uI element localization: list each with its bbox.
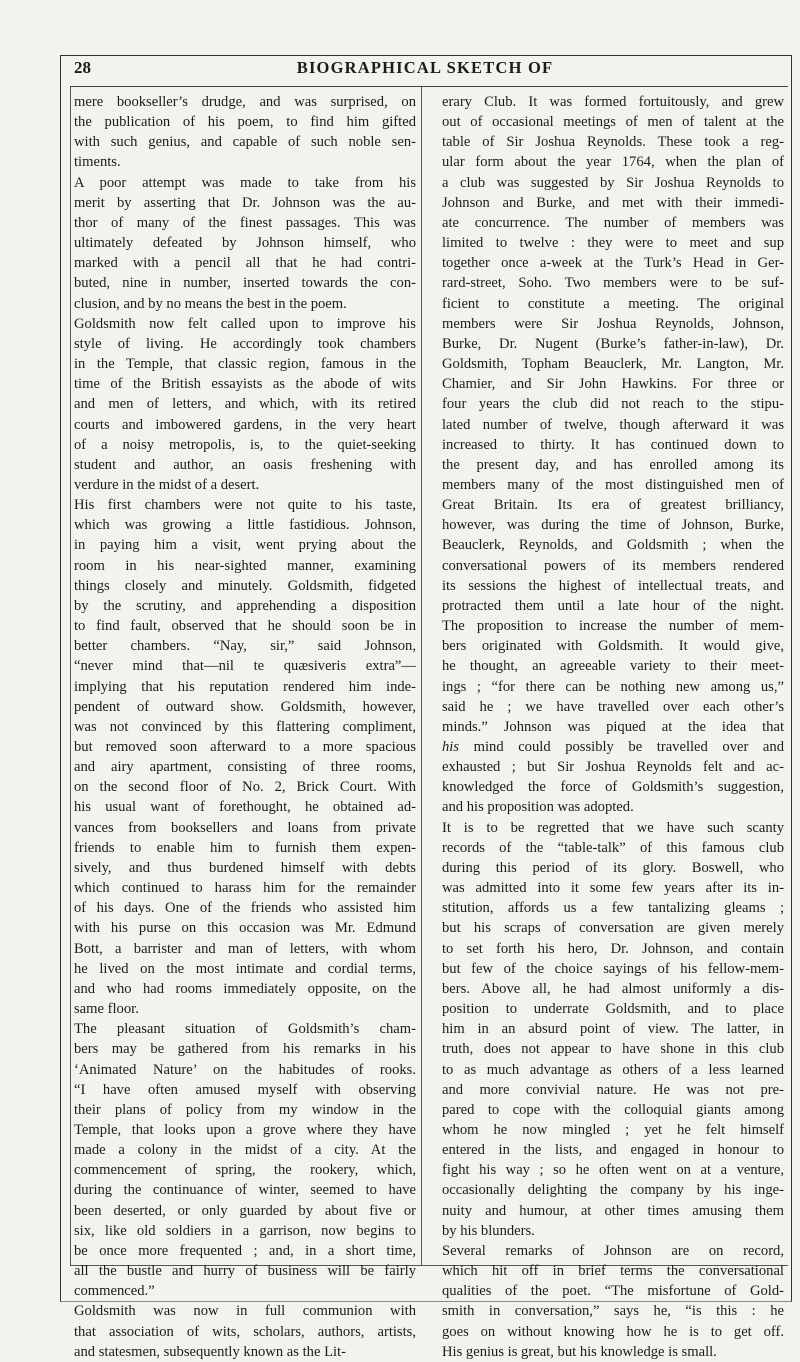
text-line: and statesmen, subsequently known as the Lit-	[74, 1343, 346, 1360]
text-line: lated number of twelve, though afterward it was	[442, 416, 784, 433]
text-line: It is to be regretted that we have such scanty	[442, 819, 784, 836]
text-line: him in an absurd point of view. The latter, in	[442, 1021, 784, 1038]
paragraph	[74, 495, 416, 1019]
text-line: goes on without knowing how he is to get off.	[442, 1323, 784, 1340]
text-line: stitution, affords us a few tantalizing gleams ;	[442, 900, 784, 917]
text-line: A poor attempt was made to take from his	[74, 174, 416, 191]
text-line: position to underrate Goldsmith, and to place	[442, 1001, 784, 1018]
text-line: buted, nine in number, inserted towards the con-	[74, 275, 416, 292]
text-line: conversational powers of its members rendered	[442, 557, 784, 574]
text-line: room in his near-sighted manner, examining	[74, 557, 416, 574]
text-line: was admitted into it some few years after its in-	[442, 880, 784, 897]
text-line: Goldsmith was now in full communion with	[74, 1303, 416, 1320]
page-number: 28	[74, 58, 91, 77]
text-line: time of the British essayists as the abode of wits	[74, 376, 416, 393]
text-line: all the bustle and hurry of business will be fairly	[74, 1263, 416, 1280]
text-line: to find fault, observed that he should soon be in	[74, 618, 416, 635]
text-line: be once more frequented ; and, in a short time,	[74, 1242, 416, 1259]
paragraph	[74, 92, 416, 173]
text-line: vances from booksellers and loans from private	[74, 819, 416, 836]
text-line: to set forth his hero, Dr. Johnson, and contain	[442, 940, 784, 957]
page-header	[60, 58, 790, 88]
text-line: with his purse on this occasion was Mr. Edmund	[74, 920, 416, 937]
text-line: courts and imbowered gardens, in the very heart	[74, 416, 416, 433]
text-line: pendent of outward show. Goldsmith, however,	[74, 698, 416, 715]
text-line: commencement of spring, the rookery, which,	[74, 1162, 416, 1179]
paragraph	[74, 173, 416, 314]
text-line: rard-street, Soho. Two members were to be suf-	[442, 275, 784, 292]
text-line: however, was during the time of Johnson, Burke,	[442, 517, 784, 534]
text-line: The proposition to increase the number of mem-	[442, 618, 784, 635]
text-line: members many of the most distinguished men of	[442, 476, 784, 493]
text-line: members were Sir Joshua Reynolds, Johnson,	[442, 315, 784, 332]
text-line: “never mind that—nil te quæsiveris extra”—	[74, 658, 416, 675]
text-line: His genius is great, but his knowledge is small.	[442, 1343, 717, 1360]
text-line: thor of many of the finest passages. This was	[74, 214, 416, 231]
text-line: ings ; “for there can be nothing new among us,”	[442, 678, 784, 695]
text-line: ate concurrence. The number of members was	[442, 214, 784, 231]
text-line: a club was suggested by Sir Joshua Reynolds to	[442, 174, 784, 191]
text-line: but removed soon afterward to a more spacious	[74, 739, 416, 755]
text-line: by the scrutiny, and apprehending a disposition	[74, 597, 416, 614]
text-line: verdure in the midst of a desert.	[74, 476, 260, 493]
text-line: and airy apartment, consisting of three rooms,	[74, 759, 416, 776]
text-line: the present day, and has enrolled among its	[442, 456, 784, 473]
left-column	[74, 92, 416, 1362]
paragraph	[442, 818, 784, 1241]
text-line: marked with a pencil all that he had contri-	[74, 255, 416, 272]
text-line: things closely and minutely. Goldsmith, fidgeted	[74, 577, 416, 594]
text-line: Chamier, and Sir John Hawkins. For three or	[442, 376, 784, 393]
text-line: by his blunders.	[442, 1222, 535, 1239]
text-line: ‘Animated Nature’ on the habitudes of rooks.	[74, 1061, 416, 1078]
column-divider	[421, 86, 422, 1266]
text-line: made a colony in the midst of a city. At the	[74, 1142, 416, 1159]
text-line: limited to twelve : they were to meet and sup	[442, 235, 784, 252]
text-line: style of living. He accordingly took chambers	[74, 335, 416, 352]
text-line: six, like old soldiers in a garrison, now begins to	[74, 1222, 416, 1239]
text-line: in paying him a visit, went prying about the	[74, 537, 416, 554]
text-line: knowledged the force of Goldsmith’s suggestion,	[442, 779, 784, 796]
text-line: Several remarks of Johnson are on record,	[442, 1242, 784, 1259]
text-line: protracted them until a late hour of the night.	[442, 597, 784, 614]
text-line: The pleasant situation of Goldsmith’s cham-	[74, 1021, 416, 1038]
text-line: together once a-week at the Turk’s Head in Ger-	[442, 255, 784, 272]
paragraph	[442, 92, 784, 818]
text-line: the publication of his poem, to find him gifted	[74, 114, 416, 131]
text-line: said he ; we have travelled over each other’s	[442, 698, 784, 715]
text-line: Burke, Dr. Nugent (Burke’s father-in-law), Dr.	[442, 335, 784, 352]
text-line: of a noisy metropolis, is, to the quiet-seeking	[74, 436, 416, 453]
text-line: but his scraps of conversation are given merely	[442, 920, 784, 937]
text-line: whom he now mingled ; yet he felt himself	[442, 1121, 784, 1138]
text-line: bers. Above all, he had almost uniformly a dis-	[442, 980, 784, 997]
text-line: table of Sir Joshua Reynolds. These took a reg-	[442, 134, 784, 151]
text-line: minds.” Johnson was piqued at the idea that	[442, 718, 784, 735]
text-line: same floor.	[74, 1001, 139, 1018]
text-line: and who had rooms immediately opposite, on the	[74, 980, 416, 997]
text-line: and men of letters, and which, with its retired	[74, 396, 416, 413]
text-line: Goldsmith, Topham Beauclerk, Mr. Langton, Mr.	[442, 356, 784, 373]
text-line: implying that his reputation rendered him inde-	[74, 678, 416, 695]
text-line: his mind could possibly be travelled over and	[442, 739, 784, 755]
text-line: records of the “table-talk” of this famous club	[442, 839, 784, 856]
text-line: four years the club did not reach to the stipu-	[442, 396, 784, 413]
text-line: Great Britain. Its era of greatest brilliancy,	[442, 497, 784, 514]
text-line: ular form about the year 1764, when the plan of	[442, 154, 784, 171]
text-line: its sessions the highest of intellectual treats, and	[442, 577, 784, 594]
text-line: Temple, that looks upon a grove where they have	[74, 1121, 416, 1138]
text-line: mere bookseller’s drudge, and was surprised, on	[74, 94, 416, 110]
text-line: Bott, a barrister and man of letters, with whom	[74, 940, 416, 957]
text-line: his usual want of forethought, he obtained ad-	[74, 799, 416, 816]
text-line: on the second floor of No. 2, Brick Court. With	[74, 779, 416, 796]
text-line: entered in the lists, and engaged in honour to	[442, 1142, 784, 1159]
text-line: with such genius, and capable of such noble sen-	[74, 134, 416, 151]
running-title: BIOGRAPHICAL SKETCH OF	[296, 58, 554, 77]
text-line: His first chambers were not quite to his taste,	[74, 497, 416, 514]
text-line: which hit off in brief terms the conversational	[442, 1263, 784, 1280]
text-line: sively, and thus burdened himself with debts	[74, 859, 416, 876]
text-line: he lived on the most intimate and cordial terms,	[74, 960, 416, 977]
text-line: smith in conversation,” says he, “is this : he	[442, 1303, 784, 1320]
text-line: truth, does not appear to have shone in this club	[442, 1041, 784, 1058]
text-line: Goldsmith now felt called upon to improve his	[74, 315, 416, 332]
left-column-rule	[70, 86, 71, 1266]
text-line: ficient to constitute a meeting. The original	[442, 295, 784, 312]
text-line: Johnson and Burke, and met with their immedi-	[442, 194, 784, 211]
text-line: qualities of the poet. “The misfortune of Gold-	[442, 1283, 784, 1300]
text-line: erary Club. It was formed fortuitously, and grew	[442, 94, 784, 110]
text-line: occasionally delighting the company by his inge-	[442, 1182, 784, 1199]
text-line: was not convinced by this flattering compliment,	[74, 718, 416, 735]
text-line: to as much advantage as others of a less learned	[442, 1061, 784, 1078]
text-line: bers originated with Goldsmith. It would give,	[442, 638, 784, 655]
text-line: nuity and humour, at other times amusing them	[442, 1202, 784, 1219]
text-line: he thought, an agreeable variety to their meet-	[442, 658, 784, 675]
text-line: out of occasional meetings of men of talent at the	[442, 114, 784, 131]
text-line: and his proposition was adopted.	[442, 799, 634, 816]
text-line: merit by asserting that Dr. Johnson was the au-	[74, 194, 416, 211]
text-line: bers may be gathered from his remarks in his	[74, 1041, 416, 1058]
text-line: fight his way ; so he often went on at a venture,	[442, 1162, 784, 1179]
text-line: during the continuance of winter, seemed to have	[74, 1182, 416, 1199]
text-line: of his days. One of the friends who assisted him	[74, 900, 416, 917]
text-line: that association of wits, scholars, authors, artists,	[74, 1323, 416, 1340]
text-line: and more convivial nature. He was not pre-	[442, 1081, 784, 1098]
text-line: clusion, and by no means the best in the poem.	[74, 295, 347, 312]
text-line: increased to thirty. It has continued down to	[442, 436, 784, 453]
text-line: which continued to harass him for the remainder	[74, 880, 416, 897]
text-line: better chambers. “Nay, sir,” said Johnson,	[74, 638, 416, 655]
text-line: timents.	[74, 154, 121, 171]
paragraph	[74, 314, 416, 495]
text-line: student and author, an oasis freshening with	[74, 456, 416, 473]
text-line: Beauclerk, Reynolds, and Goldsmith ; when the	[442, 537, 784, 554]
text-line: but few of the choice sayings of his fellow-mem-	[442, 960, 784, 977]
text-line: in the Temple, that classic region, famous in the	[74, 356, 416, 373]
text-line: been deserted, or only guarded by about five or	[74, 1202, 416, 1219]
text-line: which was growing a little fastidious. Johnson,	[74, 517, 416, 534]
text-line: exhausted ; but Sir Joshua Reynolds felt and ac-	[442, 759, 784, 776]
text-line: pared to cope with the colloquial giants among	[442, 1101, 784, 1118]
text-line: during this period of its glory. Boswell, who	[442, 859, 784, 876]
text-line: friends to enable him to furnish them expen-	[74, 839, 416, 856]
right-column	[442, 92, 784, 1362]
text-line: their plans of policy from my window in the	[74, 1101, 416, 1118]
text-line: ultimately defeated by Johnson himself, who	[74, 235, 416, 252]
text-line: commenced.”	[74, 1283, 155, 1300]
text-block-top-rule	[70, 86, 788, 87]
paragraph	[74, 1019, 416, 1301]
text-line: “I have often amused myself with observing	[74, 1081, 416, 1098]
paragraph	[442, 1241, 784, 1362]
